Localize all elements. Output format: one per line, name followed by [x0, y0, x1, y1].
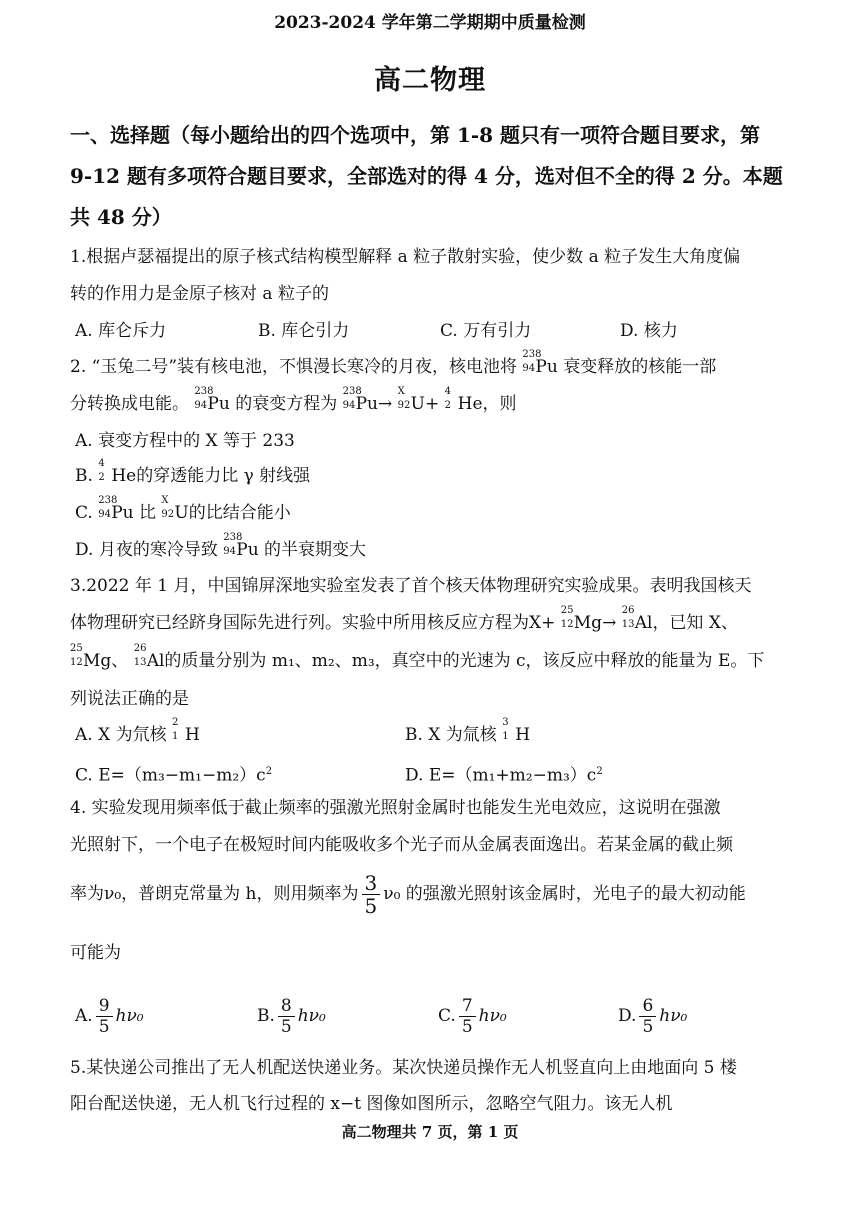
nuclide-h-3: 3 1 H	[502, 717, 531, 745]
section-heading-line-3: 共 48 分）	[70, 205, 172, 229]
q2-option-a: A. 衰变方程中的 X 等于 233	[75, 431, 295, 451]
q5-text-line-1: 5.某快递公司推出了无人机配送快递业务。某次快递员操作无人机竖直向上由地面向 5 楼	[70, 1058, 737, 1078]
q2-text: 分转换成电能。	[70, 394, 189, 414]
q4-text-line-3: 率为ν₀，普朗克常量为 h，则用频率为 $\frac{3}{5}$ ν₀ 的强激光照射该金属时，光电子的最大初动能	[70, 871, 746, 918]
q5-text-line-2: 阳台配送快递，无人机飞行过程的 x−t 图像如图所示，忽略空气阻力。该无人机	[70, 1094, 673, 1114]
q4-option-c: C. $\frac{7}{5}$ hν₀	[438, 996, 507, 1037]
section-heading-line-1: 一、选择题（每小题给出的四个选项中，第 1-8 题只有一项符合题目要求，第	[70, 123, 761, 147]
q2-option-b: B. 4 2 He的穿透能力比 γ 射线强	[75, 458, 311, 486]
q1-option-b: B. 库仑引力	[258, 321, 350, 341]
q3-option-a: A. X 为氘核 2 1 H	[75, 717, 200, 745]
q4-option-d: D. $\frac{6}{5}$ hν₀	[618, 996, 688, 1037]
q4-text-line-1: 4. 实验发现用频率低于截止频率的强激光照射金属时也能发生光电效应，这说明在强激	[70, 798, 721, 818]
q2-text: 衰变释放的核能一部	[563, 357, 717, 377]
nuclide-mg-25: 25 12 Mg	[70, 643, 112, 671]
q1-option-d: D. 核力	[620, 321, 678, 341]
q3-option-d: D. $E=(m_1+m_2-m_3)c^2$	[405, 765, 603, 786]
q3-text-line-2: 体物理研究已经跻身国际先进行列。实验中所用核反应方程为X+ 25 12 Mg→ 26 13 Al，已知 X、	[70, 605, 738, 633]
q4-option-b: B. $\frac{8}{5}$ hν₀	[257, 996, 326, 1037]
q2-text: ，则	[482, 394, 517, 414]
exam-header: 2023-2024 学年第二学期期中质量检测	[274, 13, 586, 33]
nuclide-he-4: 4 2 He	[98, 458, 137, 486]
section-heading-line-2: 9-12 题有多项符合题目要求，全部选对的得 4 分，选对但不全的得 2 分。本题	[70, 164, 783, 188]
nuclide-u: X 92 U	[397, 386, 425, 414]
q2-option-c: C. 238 94 Pu 比 X 92 U的比结合能小	[75, 495, 291, 523]
nuclide-pu-238: 238 94 Pu	[223, 532, 259, 560]
q2-text: 2. “玉兔二号”装有核电池，不惧漫长寒冷的月夜，核电池将	[70, 357, 518, 377]
nuclide-pu-238: 238 94 Pu	[194, 386, 230, 414]
q3-text-line-4: 列说法正确的是	[70, 689, 189, 709]
page-footer: 高二物理共 7 页，第 1 页	[341, 1123, 519, 1141]
q1-option-a: A. 库仑斥力	[75, 321, 167, 341]
nuclide-al-26: 26 13 Al	[133, 643, 165, 671]
q3-text-line-1: 3.2022 年 1 月，中国锦屏深地实验室发表了首个核天体物理研究实验成果。表明我国核天	[70, 576, 752, 596]
q2-text-line-1	[70, 349, 717, 378]
q4-text-line-4: 可能为	[70, 943, 121, 963]
nuclide-he-4: 4 2 He	[444, 386, 483, 414]
nuclide-u: X 92 U	[161, 495, 189, 523]
q4-text-line-2: 光照射下，一个电子在极短时间内能吸收多个光子而从金属表面逸出。若某金属的截止频	[70, 835, 733, 855]
q1-text-line-1: 1.根据卢瑟福提出的原子核式结构模型解释 a 粒子散射实验，使少数 a 粒子发生大角度偏	[70, 247, 741, 267]
nuclide-pu-238: 238 94 Pu	[342, 386, 378, 414]
page-title: 高二物理	[374, 65, 486, 96]
q1-text-line-2: 转的作用力是金原子核对 a 粒子的	[70, 284, 329, 304]
q3-text-line-3: 25 12 Mg、 26 13 Al的质量分别为 m₁、m₂、m₃，真空中的光速为 c，该反应中释放的能量为 E。下	[70, 643, 765, 671]
fraction-three-fifths: $\frac{3}{5}$	[362, 872, 381, 917]
q3-option-b: B. X 为氚核 3 1 H	[405, 717, 531, 745]
q1-option-c: C. 万有引力	[440, 321, 532, 341]
q3-option-c: C. $E=(m_3-m_1-m_2)c^2$	[75, 765, 273, 786]
arrow-symbol: →	[378, 394, 393, 414]
nuclide-mg-25: 25 12 Mg	[560, 605, 603, 633]
plus-symbol: +	[424, 394, 440, 414]
q2-option-d: D. 月夜的寒冷导致 238 94 Pu 的半衰期变大	[75, 532, 367, 560]
q2-text-line-2	[70, 386, 517, 415]
nuclide-pu-238: 238 94 Pu	[522, 349, 558, 377]
nuclide-pu-238: 238 94 Pu	[98, 495, 134, 523]
nuclide-h-2: 2 1 H	[172, 717, 200, 745]
q2-text: 的衰变方程为	[235, 394, 338, 414]
q4-option-a: A. $\frac{9}{5}$ hν₀	[75, 996, 144, 1037]
nuclide-al-26: 26 13 Al	[621, 605, 653, 633]
